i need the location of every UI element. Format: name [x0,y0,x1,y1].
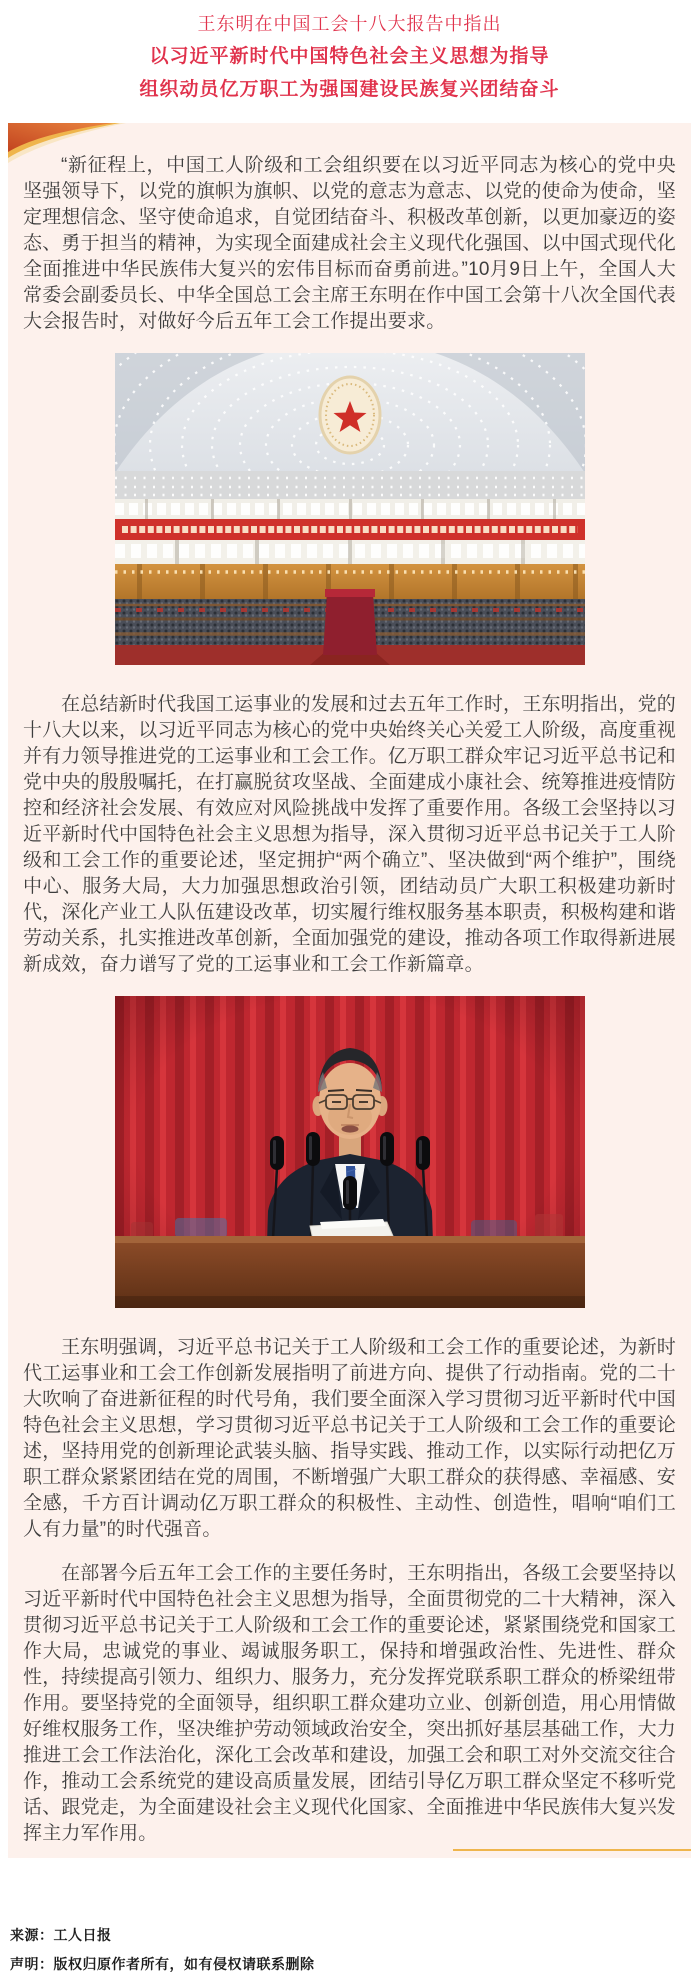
source-line: 来源：工人日报 [10,1927,112,1943]
article-title-line-2: 组织动员亿万职工为强国建设民族复兴团结奋斗 [139,79,560,100]
article-body-card [8,123,691,1858]
paragraph-1: “新征程上，中国工人阶级和工会组织要在以习近平同志为核心的党中央坚强领导下，以党的旗帜为旗帜、以党的意志为意志、以党的使命为使命，坚定理想信念、坚守使命追求，自觉团结奋斗、积极改革创新，以更加豪迈的姿态、勇于担当的精神，为实现全面建成社会主义现代化强国、以中国式现代化全面推进中华民族伟大复兴的宏伟目标而奋勇前进。”10月9日上午，全国人大常委会副委员长、中华全国总工会主席王东明在作中国工会第十八次全国代表大会报告时，对做好今后五年工会工作提出要求。 [23,155,676,332]
corner-swoosh-decoration [8,123,126,163]
paragraph-4: 在部署今后五年工会工作的主要任务时，王东明指出，各级工会要坚持以习近平新时代中国特色社会主义思想为指导，全面贯彻党的二十大精神，深入贯彻习近平总书记关于工人阶级和工会工作的重要论述，紧紧围绕党和国家工作大局，忠诚党的事业、竭诚服务职工，保持和增强政治性、先进性、群众性，持续提高引领力、组织力、服务力，充分发挥党联系职工群众的桥梁纽带作用。要坚持党的全面领导，组织职工群众建功立业、创新创造，用心用情做好维权服务工作，坚决维护劳动领域政治安全，突出抓好基层基础工作，大力推进工会工作法治化，深化工会改革和建设，加强工会和职工对外交流交往合作，推动工会系统党的建设高质量发展，团结引导亿万职工群众坚定不移听党话、跟党走，为全面建设社会主义现代化国家、全面推进中华民族伟大复兴发挥主力军作用。 [23,1563,676,1844]
gold-divider-line [453,1849,691,1851]
article-footer [10,1927,699,1972]
paragraph-3: 王东明强调，习近平总书记关于工人阶级和工会工作的重要论述，为新时代工运事业和工会工作创新发展指明了前进方向、提供了行动指南。党的二十大吹响了奋进新征程的时代号角，我们要全面深入学习贯彻习近平新时代中国特色社会主义思想，学习贯彻习近平总书记关于工人阶级和工会工作的重要论述，坚持用党的创新理论武装头脑、指导实践、推动工作，以实际行动把亿万职工群众紧紧团结在党的周围，不断增强广大职工群众的获得感、幸福感、安全感，千方百计调动亿万职工群众的积极性、主动性、创造性，唱响“咱们工人有力量”的时代强音。 [23,1337,676,1540]
photo-great-hall-assembly[interactable] [115,353,585,665]
article-kicker: 王东明在中国工会十八大报告中指出 [197,14,502,34]
paragraph-2: 在总结新时代我国工运事业的发展和过去五年工作时，王东明指出，党的十八大以来，以习近平同志为核心的党中央始终关心关爱工人阶级，高度重视并有力领导推进党的工运事业和工会工作。亿万职工群众牢记习近平总书记和党中央的殷殷嘱托，在打赢脱贫攻坚战、全面建成小康社会、统筹推进疫情防控和经济社会发展、有效应对风险挑战中发挥了重要作用。各级工会坚持以习近平新时代中国特色社会主义思想为指导，深入贯彻习近平总书记关于工人阶级和工会工作的重要论述，坚定拥护“两个确立”、坚决做到“两个维护”，围绕中心、服务大局，大力加强思想政治引领，团结动员广大职工积极建功新时代，深化产业工人队伍建设改革，切实履行维权服务基本职责，积极构建和谐劳动关系，扎实推进改革创新，全面加强党的建设，推动各项工作取得新进展新成效，奋力谱写了党的工运事业和工会工作新篇章。 [23,694,676,975]
photo-wang-dongming-speaking[interactable] [115,996,585,1308]
article-title-block [0,0,699,106]
statement-line: 声明：版权归原作者所有，如有侵权请联系删除 [10,1956,315,1972]
article-title-line-1: 以习近平新时代中国特色社会主义思想为指导 [149,46,550,67]
